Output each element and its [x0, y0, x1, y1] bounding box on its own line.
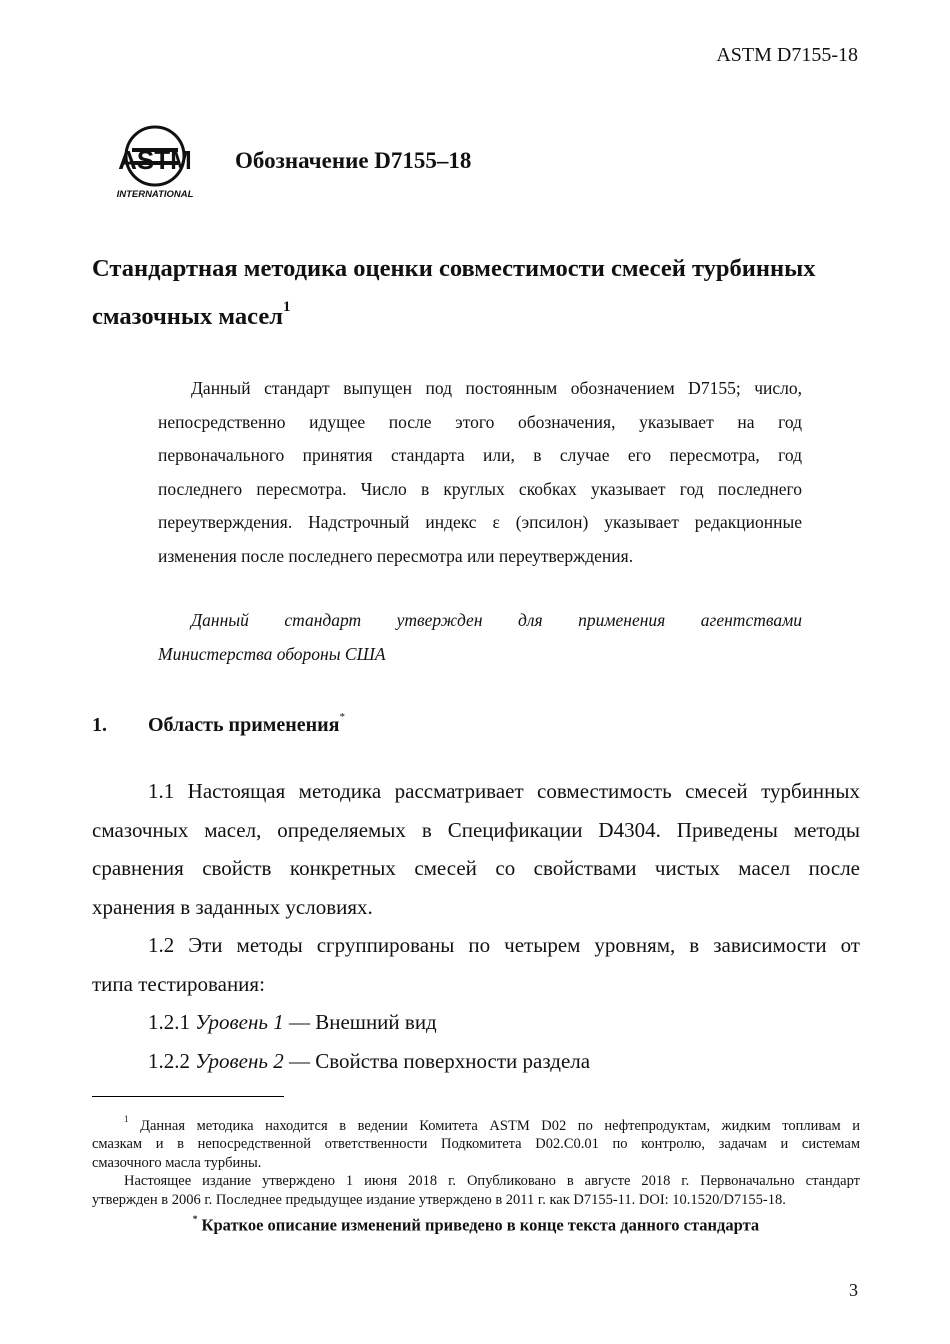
section-1-heading: [92, 711, 345, 737]
header-standard-code: ASTM D7155-18: [716, 44, 858, 66]
paragraph-1-1-line: сравнения свойств конкретных смесей со свойствами чистых масел после: [92, 856, 860, 880]
document-title: [92, 248, 860, 338]
footnote-2-line: Настоящее издание утверждено 1 июня 2018 г. Опубликовано в августе 2018 г. Первоначально стандарт: [124, 1173, 860, 1190]
item-text: — Свойства поверхности раздела: [288, 1048, 591, 1073]
item-number: 1.2.2: [148, 1048, 190, 1073]
notice-line: Данный стандарт выпущен под постоянным обозначением D7155; число,: [191, 378, 802, 398]
designation: Обозначение D7155–18: [235, 148, 472, 173]
page-number: 3: [849, 1280, 858, 1300]
paragraph-1-2-line: типа тестирования:: [92, 971, 265, 996]
notice-line: непосредственно идущее после этого обозначения, указывает на год: [158, 411, 802, 432]
title-line-2: смазочных масел: [92, 303, 283, 331]
footnote-1-line: смазкам и в непосредственной ответственности Подкомитета D02.C0.01 по контролю, задачам и системам: [92, 1136, 860, 1153]
paragraph-1-1-line: смазочных масел, определяемых в Спецификации D4304. Приведены методы: [92, 817, 860, 842]
title-footnote-mark: 1: [282, 299, 291, 315]
dod-line-1: Данный стандарт утвержден для применения агентствами: [191, 610, 802, 630]
item-number: 1.2.1: [148, 1010, 190, 1034]
item-text: — Внешний вид: [288, 1010, 437, 1034]
notice-line: переутверждения. Надстрочный индекс ε (эпсилон) указывает редакционные: [158, 512, 802, 532]
section-title: Область применения: [148, 714, 340, 736]
dod-approval-notice: [158, 604, 802, 671]
changes-note: * Краткое описание изменений приведено в конце текста данного стандарта: [192, 1214, 760, 1235]
notice-line: первоначального принятия стандарта или, в случае его пересмотра, год: [158, 445, 802, 465]
footnotes: [92, 1112, 860, 1235]
paragraph-1-1-line: 1.1 Настоящая методика рассматривает совместимость смесей турбинных: [148, 779, 860, 803]
changes-mark: *: [192, 1214, 198, 1225]
notice-line: изменения после последнего пересмотра или переутверждения.: [158, 545, 634, 566]
section-mark: *: [339, 711, 345, 724]
logo-mark: ASTM: [118, 145, 192, 175]
astm-logo: [112, 124, 198, 200]
item-1-2-1: [92, 1003, 860, 1042]
logo-caption: INTERNATIONAL: [116, 189, 194, 200]
footnote-separator: [92, 1096, 284, 1097]
item-1-2-2: [92, 1042, 860, 1081]
section-1-body: [92, 772, 860, 1080]
dod-line-2: Министерства обороны США: [158, 643, 386, 664]
designation-notice: [158, 372, 802, 573]
footnote-1-line: $^1$ Данная методика находится в ведении Комитета ASTM D02 по нефтепродуктам, жидким топливам и: [124, 1114, 861, 1134]
title-line-1: Стандартная методика оценки совместимости смесей турбинных: [92, 255, 816, 282]
paragraph-1-2-line: 1.2 Эти методы сгруппированы по четырем уровням, в зависимости от: [148, 933, 860, 957]
notice-line: последнего пересмотра. Число в круглых скобках указывает год последнего: [158, 478, 802, 499]
item-level: Уровень 2: [195, 1048, 284, 1073]
footnote-2-line: утвержден в 2006 г. Последнее предыдущее издание утверждено в 2011 г. как D7155-11. DOI: 10.1520/D7155-18.: [92, 1191, 786, 1208]
paragraph-1-1-line: хранения в заданных условиях.: [92, 894, 373, 919]
item-level: Уровень 1: [195, 1010, 284, 1034]
footnote-1-line: смазочного масла турбины.: [92, 1154, 262, 1171]
section-number: 1.: [92, 714, 107, 736]
footnote-mark: 1: [124, 1114, 129, 1124]
